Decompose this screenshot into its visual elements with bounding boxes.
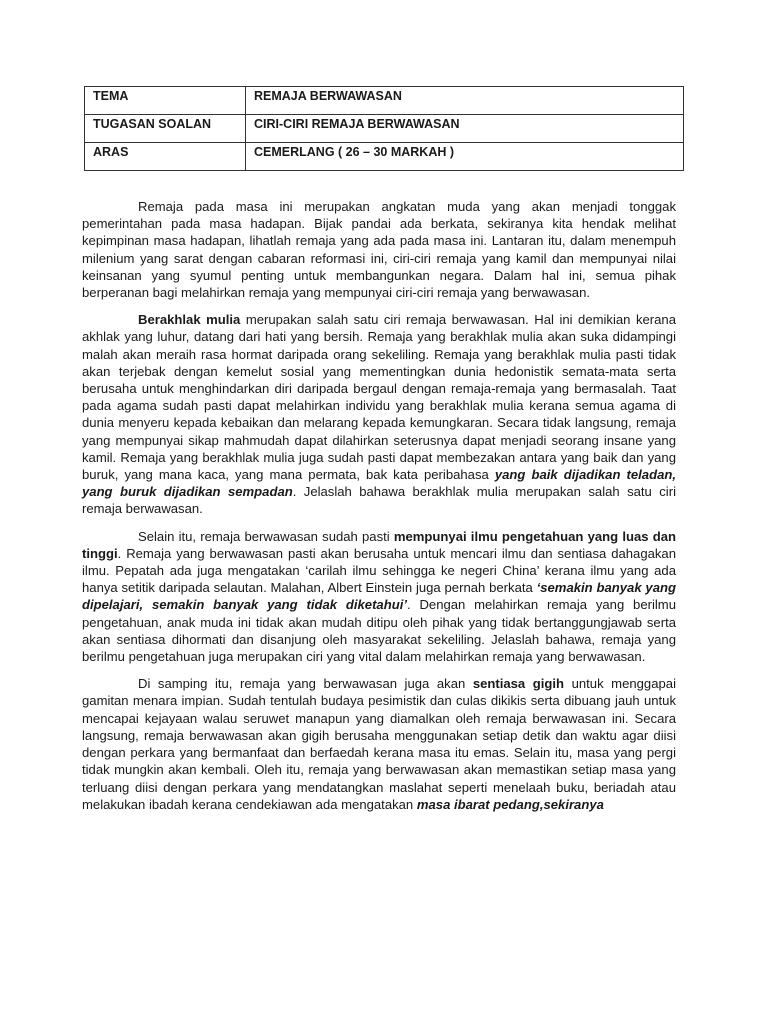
essay-info-table — [84, 86, 684, 171]
peribahasa-quote: yang baik dijadikan teladan, yang buruk dijadikan sempadan — [82, 467, 676, 500]
table-row — [85, 115, 684, 143]
einstein-quote: ‘semakin banyak yang dipelajari, semakin banyak yang tidak diketahui’ — [82, 580, 676, 613]
paragraph-text: merupakan salah satu ciri remaja berwawasan. Hal ini demikian kerana akhlak yang luhur, datang dari hati yang bersih. Remaja yang berakhlak mulia akan suka didampingi malah akan meraih rasa hormat daripada orang sekeliling. Remaja yang berakhlak mulia pasti tidak akan terjebak dengan kemelut sosial yang mementingkan dunia hedonistik semata-mata serta berusaha untuk menghindarkan diri daripada bergaul dengan remaja-remaja yang bermasalah. Taat pada agama sudah pasti dapat melahirkan individu yang berakhlak mulia kerana semua agama di dunia menyeru kepada kebaikan dan melarang kepada kemungkaran. Secara tidak langsung, remaja yang mempunyai sikap mahmudah dapat dilahirkan seterusnya dapat menjadi seorang insane yang kamil. Remaja yang berakhlak mulia juga sudah pasti dapat membezakan antara yang baik dan yang buruk, yang mana kaca, yang mana permata, bak kata peribahasa — [82, 312, 676, 483]
aras-label: ARAS — [85, 143, 246, 171]
paragraph-berakhlak-mulia — [82, 311, 676, 517]
paragraph-text: . Remaja yang berwawasan pasti akan berusaha untuk mencari ilmu dan sentiasa dahagakan ilmu. Pepatah ada juga mengatakan ‘carilah ilmu sehingga ke negeri China’ kerana ilmu yang ada hanya setitik daripada selautan. Malahan, Albert Einstein juga pernah berkata — [82, 545, 676, 596]
intro-paragraph: Remaja pada masa ini merupakan angkatan muda yang akan menjadi tonggak pemerintahan pada masa hadapan. Bijak pandai ada berkata, sekiranya kita hendak melihat kepimpinan masa hadapan, lihatlah remaja yang ada pada masa ini. Lantaran itu, dalam menempuh milenium yang sarat dengan cabaran reformasi ini, ciri-ciri remaja yang kamil dan mempunyai nilai keinsanan yang syumul penting untuk membangunkan negara. Dalam hal ini, semua pihak berperanan bagi melahirkan remaja yang mempunyai ciri-ciri remaja yang berwawasan. — [82, 199, 676, 301]
table-row — [85, 143, 684, 171]
tugasan-value: CIRI-CIRI REMAJA BERWAWASAN — [246, 115, 684, 143]
key-point-bold: sentiasa gigih — [472, 676, 565, 692]
paragraph-text: Di samping itu, remaja yang berwawasan juga akan — [138, 676, 473, 692]
tugasan-label: TUGASAN SOALAN — [85, 115, 246, 143]
paragraph-sentiasa-gigih — [82, 675, 676, 813]
paragraph-text: untuk menggapai gamitan menara impian. Sudah tentulah budaya pesimistik dan culas dikikis serta dibuang jauh untuk mencapai kejayaan walau seruwet manapun yang diamalkan oleh remaja berwawasan ini. Secara langsung, remaja berwawasan akan gigih berusaha menggunakan setiap detik dan waktu agar diisi dengan perkara yang bermanfaat dan berfaedah kerana masa itu emas. Selain itu, masa yang pergi tidak mungkin akan kembali. Oleh itu, remaja yang berwawasan akan memastikan setiap masa yang terluang diisi dengan perkara yang mendatangkan maslahat seperti menelaah buku, beriadah atau melakukan ibadah kerana cendekiawan ada mengatakan — [82, 676, 676, 812]
tema-label: TEMA — [85, 87, 246, 115]
paragraph-text: Selain itu, remaja berwawasan sudah pasti — [138, 528, 394, 544]
masa-quote: masa ibarat pedang,sekiranya — [416, 796, 604, 812]
key-point-bold: Berakhlak mulia — [138, 312, 241, 328]
paragraph-text: . Jelaslah bahawa berakhlak mulia merupakan salah satu ciri remaja berwawasan. — [82, 484, 676, 517]
table-row — [85, 87, 684, 115]
paragraph-ilmu-pengetahuan — [82, 528, 676, 666]
key-point-bold: mempunyai ilmu pengetahuan yang luas dan tinggi — [82, 528, 676, 561]
essay-body — [82, 198, 676, 823]
tema-value: REMAJA BERWAWASAN — [246, 87, 684, 115]
paragraph-text: . Dengan melahirkan remaja yang berilmu pengetahuan, anak muda ini tidak akan mudah ditipu oleh pihak yang tidak bertanggungjawab serta akan sentiasa dihormati dan disanjung oleh masyarakat sekeliling. Jelaslah bahawa, remaja yang berilmu pengetahuan juga merupakan ciri yang vital dalam melahirkan remaja yang berwawasan. — [82, 597, 676, 665]
aras-value: CEMERLANG ( 26 – 30 MARKAH ) — [246, 143, 684, 171]
